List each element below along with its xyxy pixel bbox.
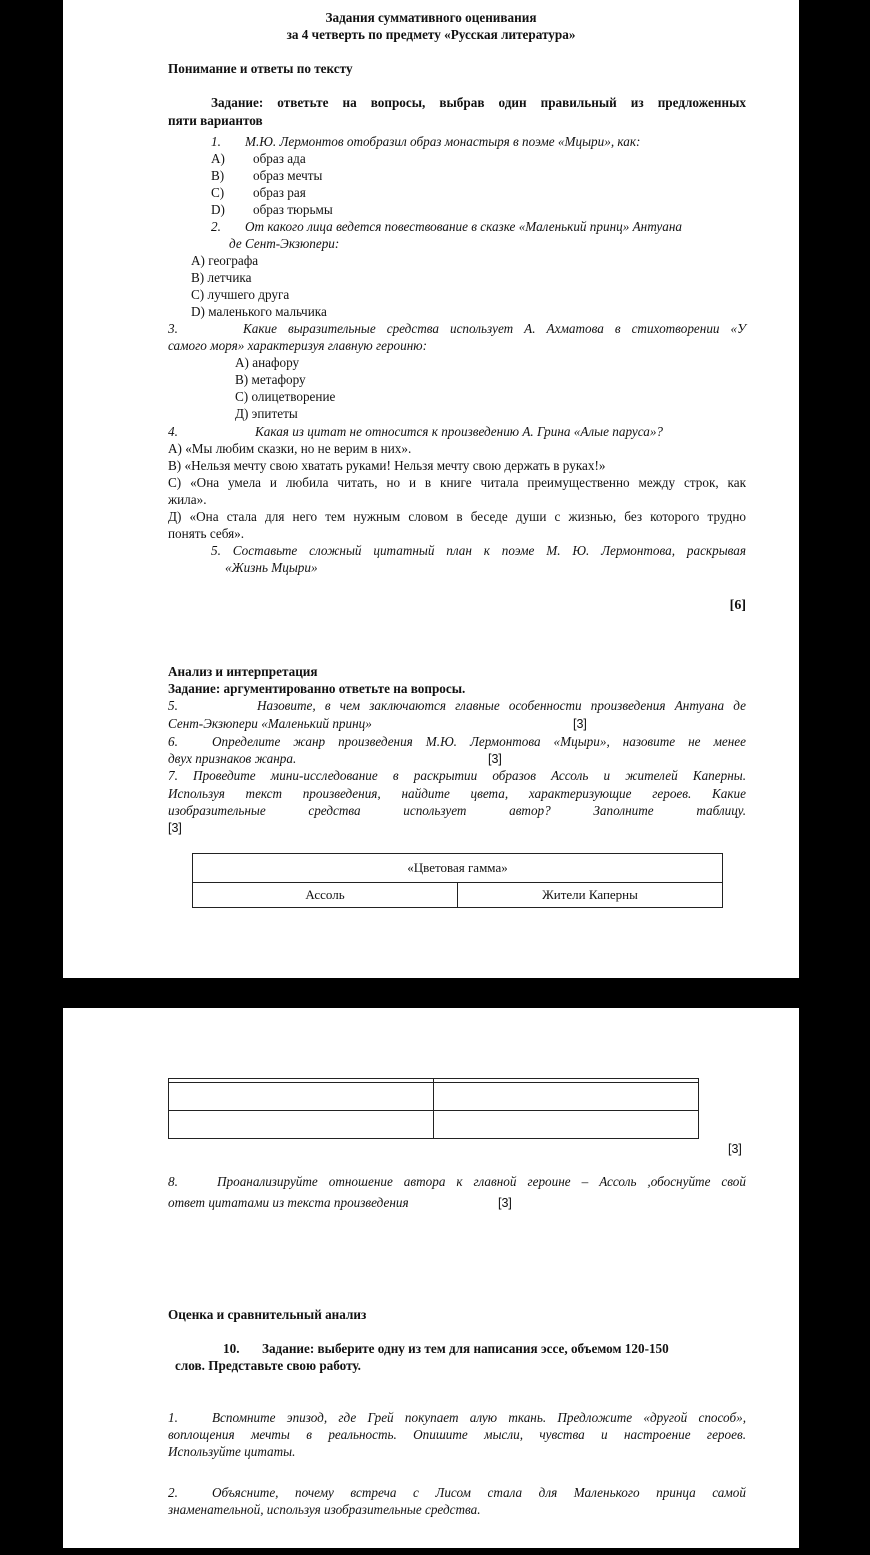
question-6-text-cont: двух признаков жанра. [168, 751, 297, 766]
q2-option: C) лучшего друга [191, 287, 290, 302]
essay-topic-1-text-cont: Используйте цитаты. [168, 1444, 296, 1459]
q3-option: Д) эпитеты [235, 406, 298, 421]
q1-option-letter: C) [211, 185, 225, 200]
q1-option-text: образ тюрьмы [253, 202, 333, 217]
section-heading-analysis: Анализ и интерпретация [168, 664, 318, 679]
table-score: [3] [728, 1142, 742, 1156]
table-cell [434, 1111, 699, 1139]
question-8-number: 8. [168, 1174, 178, 1189]
task-instruction: Задание: выберите одну из тем для написания эссе, объемом 120-150 [262, 1341, 669, 1356]
q3-option: А) анафору [235, 355, 300, 370]
section-heading-evaluation: Оценка и сравнительный анализ [168, 1307, 367, 1322]
question-6-score: [3] [488, 752, 502, 766]
section-score: [6] [729, 598, 746, 613]
color-table [192, 853, 723, 908]
q1-option-text: образ ада [253, 151, 306, 166]
q1-option-letter: D) [211, 202, 225, 217]
question-5-text-cont: «Жизнь Мцыри» [225, 560, 318, 575]
table-column-header: Ассоль [193, 883, 458, 908]
q4-option: С) «Она умела и любила читать, но и в книге читала преимущественно между строк, как [168, 475, 746, 490]
question-6-number: 6. [168, 734, 178, 749]
question-5-text: 5. Составьте сложный цитатный план к поэме М. Ю. Лермонтова, раскрывая [211, 543, 746, 558]
q4-option-cont: жила». [168, 492, 207, 507]
essay-topic-1-text: Вспомните эпизод, где Грей покупает алую ткань. Предложите «другой способ», [212, 1410, 746, 1425]
q4-option: Д) «Она стала для него тем нужным словом в беседе души с жизнью, без которого трудно [168, 509, 746, 524]
color-table-continued [168, 1078, 699, 1139]
task-instruction-cont: слов. Представьте свою работу. [175, 1358, 361, 1373]
essay-topic-2-text: Объясните, почему встреча с Лисом стала для Маленького принца самой [212, 1485, 746, 1500]
table-column-header: Жители Каперны [458, 883, 723, 908]
question-1-number: 1. [211, 134, 221, 149]
essay-topic-1-number: 1. [168, 1410, 178, 1425]
q1-option-text: образ рая [253, 185, 306, 200]
q3-option: С) олицетворение [235, 389, 336, 404]
task-instruction-cont: пяти вариантов [168, 113, 263, 128]
question-2-number: 2. [211, 219, 221, 234]
task-instruction: Задание: ответьте на вопросы, выбрав один правильный из предложенных [211, 95, 746, 110]
question-8-score: [3] [498, 1196, 512, 1210]
document-page-2 [63, 1008, 799, 1548]
question-3-text-cont: самого моря» характеризуя главную героиню: [168, 338, 427, 353]
table-cell [169, 1083, 434, 1111]
q1-option-letter: A) [211, 151, 225, 166]
table-cell [169, 1111, 434, 1139]
document-page-1 [63, 0, 799, 978]
section-heading-understanding: Понимание и ответы по тексту [168, 61, 353, 76]
question-5-number: 5. [168, 698, 178, 713]
question-4-text: Какая из цитат не относится к произведению А. Грина «Алые паруса»? [255, 424, 664, 439]
page-subtitle: за 4 четверть по предмету «Русская литература» [286, 27, 576, 42]
question-7-text-cont: изобразительные средства использует автор? Заполните таблицу. [168, 803, 746, 818]
q3-option: В) метафору [235, 372, 306, 387]
essay-topic-1-text-cont: воплощения мечты в реальность. Опишите мысли, чувства и настроение героев. [168, 1427, 746, 1442]
task-instruction: Задание: аргументированно ответьте на вопросы. [168, 681, 466, 696]
page-title: Задания суммативного оценивания [325, 10, 537, 25]
essay-topic-2-number: 2. [168, 1485, 178, 1500]
question-3-text: Какие выразительные средства использует А. Ахматова в стихотворении «У [243, 321, 746, 336]
question-6-text: Определите жанр произведения М.Ю. Лермонтова «Мцыри», назовите не менее [212, 734, 746, 749]
q1-option-letter: B) [211, 168, 225, 183]
question-2-text: От какого лица ведется повествование в сказке «Маленький принц» Антуана [245, 219, 682, 234]
q2-option: A) географа [191, 253, 259, 268]
question-7-text-cont: Используя текст произведения, найдите цвета, характеризующие героев. Какие [168, 786, 746, 801]
question-8-text: Проанализируйте отношение автора к главной героине – Ассоль ,обоснуйте свой [217, 1174, 746, 1189]
question-5-text: Назовите, в чем заключаются главные особенности произведения Антуана де [257, 698, 746, 713]
q4-option: А) «Мы любим сказки, но не верим в них». [168, 441, 412, 456]
task-number: 10. [223, 1341, 240, 1356]
table-header: «Цветовая гамма» [193, 854, 723, 883]
question-8-text-cont: ответ цитатами из текста произведения [168, 1195, 409, 1210]
question-3-number: 3. [168, 321, 178, 336]
question-1-text: М.Ю. Лермонтов отобразил образ монастыря в поэме «Мцыри», как: [245, 134, 641, 149]
essay-topic-2-text-cont: знаменательной, используя изобразительные средства. [168, 1502, 481, 1517]
q4-option: В) «Нельзя мечту свою хватать руками! Нельзя мечту свою держать в руках!» [168, 458, 606, 473]
q2-option: B) летчика [191, 270, 252, 285]
question-5-score: [3] [573, 717, 587, 731]
question-7-text: 7. Проведите мини-исследование в раскрытии образов Ассоль и жителей Каперны. [168, 768, 746, 783]
question-2-text-cont: де Сент-Экзюпери: [229, 236, 340, 251]
question-4-number: 4. [168, 424, 178, 439]
question-5-text-cont: Сент-Экзюпери «Маленький принц» [168, 716, 372, 731]
q2-option: D) маленького мальчика [191, 304, 327, 319]
table-cell [434, 1083, 699, 1111]
question-7-score: [3] [168, 821, 182, 835]
q4-option-cont: понять себя». [168, 526, 245, 541]
q1-option-text: образ мечты [253, 168, 323, 183]
